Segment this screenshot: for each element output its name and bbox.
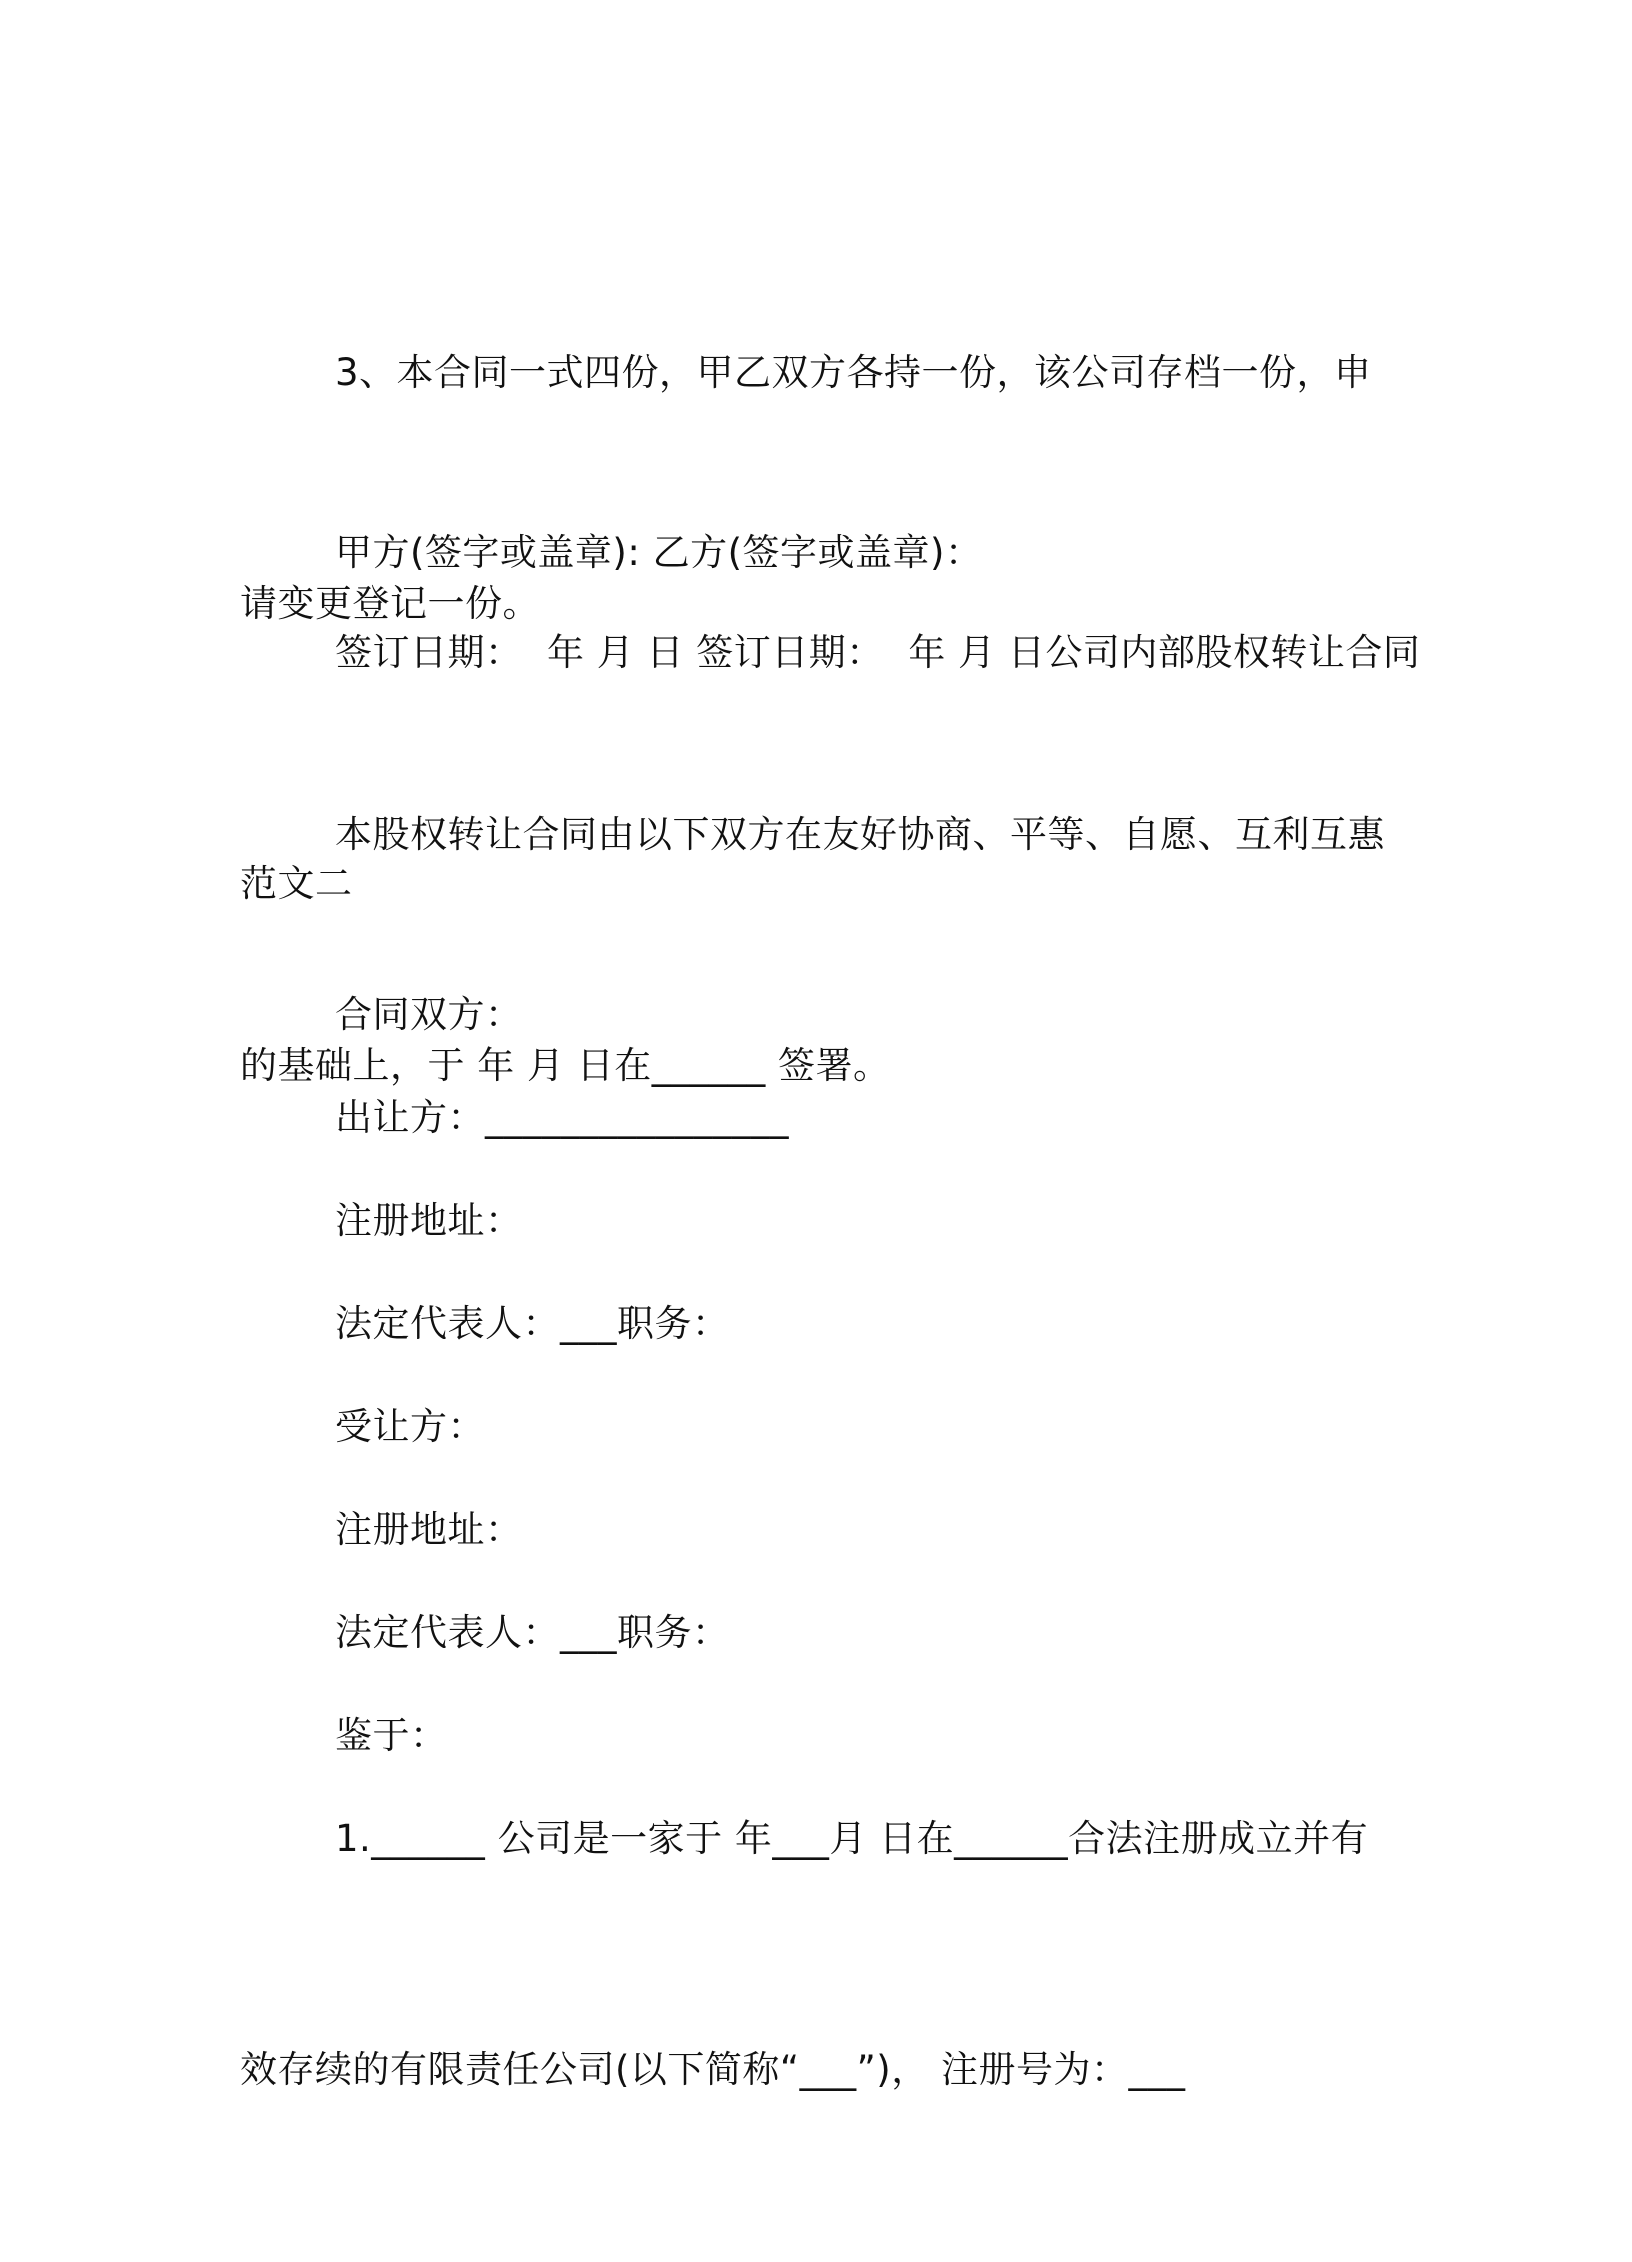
text-line: 3、本合同一式四份，甲乙双方各持一份，该公司存档一份，申 [335,351,1372,394]
text-line: 合同双方： [335,993,523,1036]
text-line: 注册地址： [335,1199,523,1242]
text-line: 本股权转让合同由以下双方在友好协商、平等、自愿、互利互惠 [335,813,1385,856]
text-line: 的基础上，于 年 月 日在______ 签署。 [240,1044,891,1087]
text-line: 法定代表人：___职务： [335,1611,730,1654]
text-line: 甲方(签字或盖章): 乙方(签字或盖章)： [335,531,983,574]
text-line: 签订日期： 年 月 日 签订日期： 年 月 日公司内部股权转让合同 [335,631,1421,674]
text-line: 受让方： [335,1405,485,1448]
text-line: 注册地址： [335,1508,523,1551]
text-line: 法定代表人：___职务： [335,1302,730,1345]
text-line: 1.______ 公司是一家于 年___月 日在______合法注册成立并有 [335,1817,1369,1860]
text-line: 鉴于： [335,1714,448,1757]
text-line: 范文二 [240,862,353,905]
paragraph-recital-1 [240,1646,1390,2262]
text-line: 出让方：________________ [335,1096,789,1139]
text-line: 请变更登记一份。 [240,582,540,625]
text-line: 效存续的有限责任公司(以下简称“___”)， 注册号为：___ [240,2048,1186,2091]
